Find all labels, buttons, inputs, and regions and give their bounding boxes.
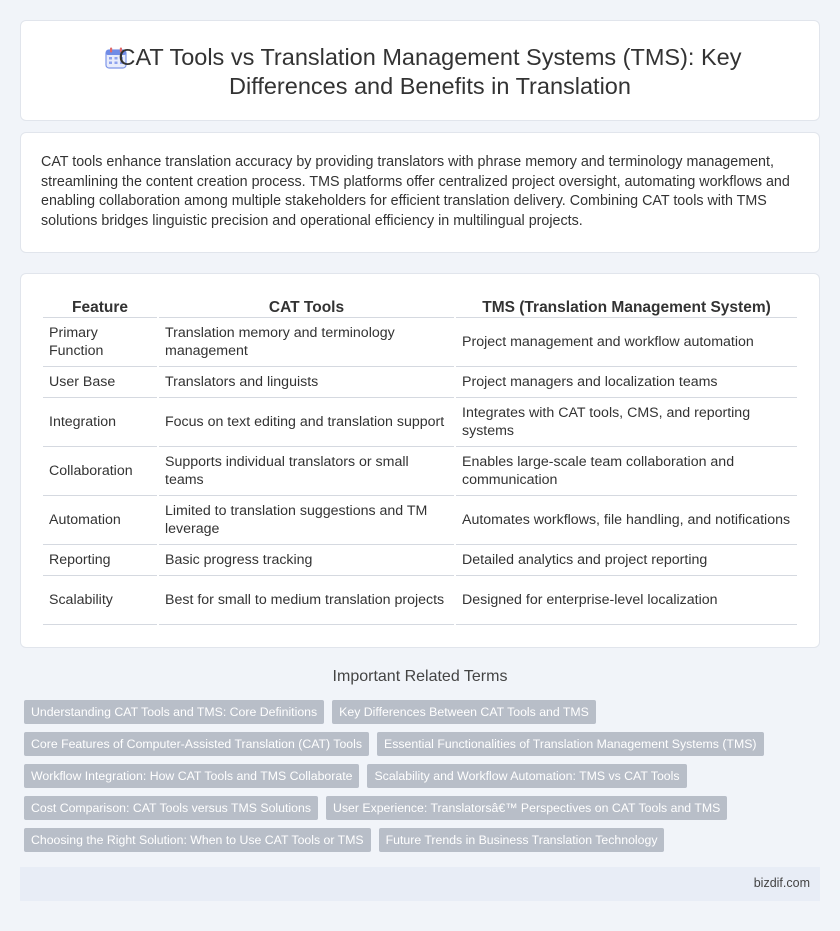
comparison-table-card [20,273,820,648]
feature-cell: Reporting [43,545,157,576]
related-term-tag[interactable]: User Experience: Translatorsâ€™ Perspectives on CAT Tools and TMS [326,796,727,820]
header-feature: Feature [43,296,157,318]
related-term-tag[interactable]: Key Differences Between CAT Tools and TMS [332,700,596,724]
tms-cell: Detailed analytics and project reporting [456,545,797,576]
feature-cell: User Base [43,367,157,398]
related-term-tag[interactable]: Future Trends in Business Translation Technology [379,828,665,852]
tms-cell: Project managers and localization teams [456,367,797,398]
header-cat-tools: CAT Tools [159,296,454,318]
table-row [43,545,797,576]
related-term-tag[interactable]: Scalability and Workflow Automation: TMS vs CAT Tools [367,764,686,788]
tms-cell: Integrates with CAT tools, CMS, and reporting systems [456,398,797,447]
feature-cell: Primary Function [43,318,157,367]
header-tms: TMS (Translation Management System) [456,296,797,318]
related-term-tag[interactable]: Core Features of Computer-Assisted Translation (CAT) Tools [24,732,369,756]
table-header-row [43,296,797,318]
cat-cell: Limited to translation suggestions and TM leverage [159,496,454,545]
tms-cell: Designed for enterprise-level localization [456,576,797,625]
summary-card [20,132,820,253]
page-title: CAT Tools vs Translation Management Systems (TMS): Key Differences and Benefits in Translation [118,44,742,99]
table-row [43,447,797,496]
footer [20,867,820,901]
table-row [43,367,797,398]
title-card [20,20,820,121]
table-row [43,576,797,625]
related-term-tag[interactable]: Workflow Integration: How CAT Tools and TMS Collaborate [24,764,359,788]
cat-cell: Basic progress tracking [159,545,454,576]
cat-cell: Supports individual translators or small teams [159,447,454,496]
tag-row [24,828,804,852]
related-term-tag[interactable]: Choosing the Right Solution: When to Use CAT Tools or TMS [24,828,371,852]
tms-cell: Enables large-scale team collaboration and communication [456,447,797,496]
tag-row [24,764,804,788]
feature-cell: Collaboration [43,447,157,496]
feature-cell: Automation [43,496,157,545]
tag-row [24,796,804,820]
tms-cell: Automates workflows, file handling, and notifications [456,496,797,545]
related-term-tag[interactable]: Understanding CAT Tools and TMS: Core Definitions [24,700,324,724]
table-row [43,318,797,367]
table-row [43,496,797,545]
tms-cell: Project management and workflow automation [456,318,797,367]
feature-cell: Integration [43,398,157,447]
tag-row [24,732,804,756]
related-term-tag[interactable]: Essential Functionalities of Translation Management Systems (TMS) [377,732,763,756]
footer-brand[interactable]: bizdif.com [753,876,810,890]
related-terms-heading: Important Related Terms [332,668,508,685]
feature-cell: Scalability [43,576,157,625]
cat-cell: Translation memory and terminology management [159,318,454,367]
related-terms-list [24,700,804,860]
tag-row [24,700,804,724]
table-row [43,398,797,447]
cat-cell: Best for small to medium translation projects [159,576,454,625]
cat-cell: Focus on text editing and translation support [159,398,454,447]
related-term-tag[interactable]: Cost Comparison: CAT Tools versus TMS Solutions [24,796,318,820]
summary-paragraph: CAT tools enhance translation accuracy by providing translators with phrase memory and terminology management, streamlining the content creation process. TMS platforms offer centralized project oversight, automating workflows and enabling collaboration among multiple stakeholders for efficient translation delivery. Combining CAT tools with TMS solutions bridges linguistic precision and operational efficiency in multilingual projects. [41,154,790,229]
cat-cell: Translators and linguists [159,367,454,398]
comparison-table [41,296,799,625]
